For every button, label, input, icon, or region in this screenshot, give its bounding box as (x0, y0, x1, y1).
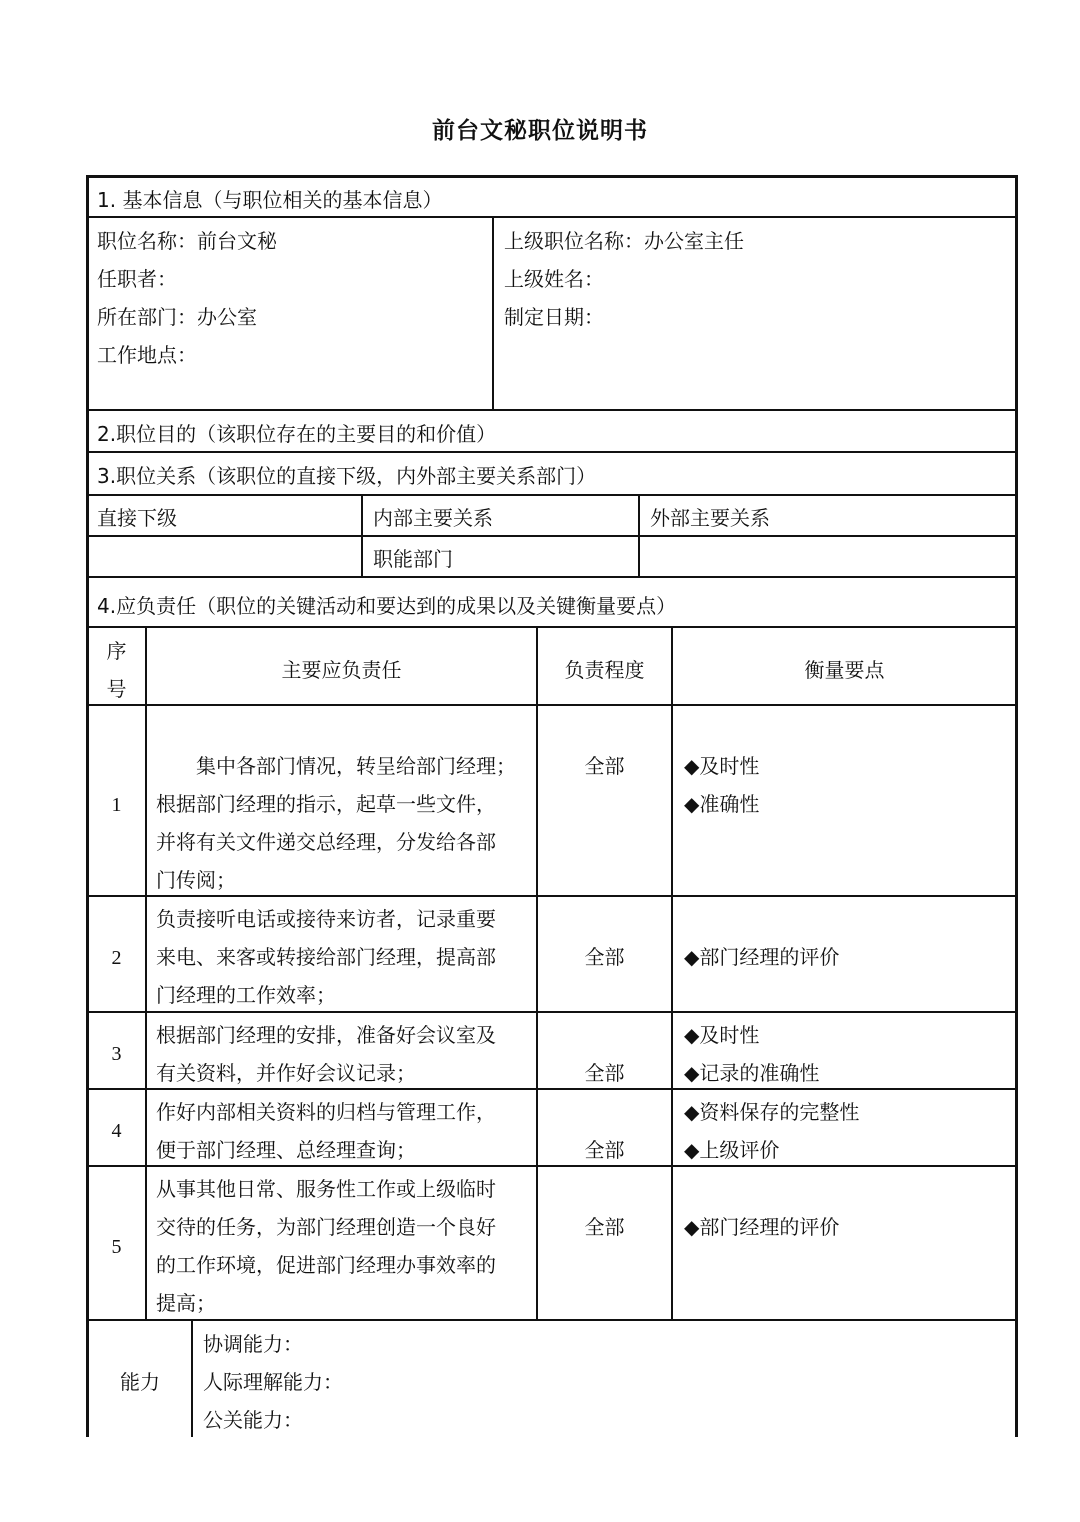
degree-value: 全部 (584, 754, 625, 778)
direct-subordinates-header: 直接下级 (97, 506, 177, 530)
duty-line: 根据部门经理的指示，起草一些文件， (156, 792, 496, 816)
measure-item: ◆及时性 (684, 754, 760, 778)
internal-relations-header: 内部主要关系 (373, 506, 493, 530)
duty-header: 主要应负责任 (281, 658, 402, 682)
duty-line: 作好内部相关资料的归档与管理工作， (156, 1100, 496, 1124)
section1-heading: 1. 基本信息（与职位相关的基本信息） (97, 188, 443, 212)
page-title: 前台文秘职位说明书 (432, 118, 648, 144)
supervisor-name-field: 上级姓名： (504, 267, 604, 291)
coordination-ability-field: 协调能力： (203, 1332, 303, 1356)
row-number: 2 (111, 947, 122, 969)
duty-line: 并将有关文件递交总经理，分发给各部 (156, 830, 496, 854)
section2-heading: 2.职位目的（该职位存在的主要目的和价值） (97, 422, 497, 446)
measure-item: ◆记录的准确性 (684, 1061, 820, 1085)
interpersonal-ability-field: 人际理解能力： (203, 1370, 343, 1394)
section4-heading: 4.应负责任（职位的关键活动和要达到的成果以及关键衡量要点） (97, 594, 677, 618)
ability-label: 能力 (120, 1370, 160, 1394)
job-title-field: 职位名称：前台文秘 (97, 229, 277, 253)
work-location-field: 工作地点： (97, 343, 197, 367)
duty-line: 交待的任务，为部门经理创造一个良好 (156, 1215, 496, 1239)
date-field: 制定日期： (504, 305, 604, 329)
measure-item: ◆及时性 (684, 1023, 760, 1047)
seq-header-line2: 号 (106, 677, 127, 701)
section3-heading: 3.职位关系（该职位的直接下级，内外部主要关系部门） (97, 464, 597, 488)
seq-header-line1: 序 (106, 639, 127, 663)
row-number: 4 (111, 1120, 122, 1142)
duty-line: 负责接听电话或接待来访者，记录重要 (156, 907, 496, 931)
measure-item: ◆准确性 (684, 792, 760, 816)
measure-item: ◆资料保存的完整性 (684, 1100, 860, 1124)
row-number: 5 (111, 1236, 122, 1258)
pr-ability-field: 公关能力： (203, 1408, 303, 1432)
duty-line: 提高； (156, 1291, 216, 1315)
duty-line: 根据部门经理的安排，准备好会议室及 (156, 1023, 496, 1047)
measure-item: ◆部门经理的评价 (684, 945, 840, 969)
row-number: 1 (111, 794, 122, 816)
department-field: 所在部门：办公室 (97, 305, 257, 329)
duty-line: 集中各部门情况，转呈给部门经理； (156, 754, 516, 778)
external-relations-header: 外部主要关系 (650, 506, 770, 530)
degree-header: 负责程度 (564, 658, 645, 682)
internal-relations-value: 职能部门 (373, 547, 453, 571)
degree-value: 全部 (584, 1215, 625, 1239)
duty-line: 门传阅； (156, 868, 236, 892)
measure-item: ◆上级评价 (684, 1138, 780, 1162)
degree-value: 全部 (584, 1138, 625, 1162)
duty-line: 有关资料，并作好会议记录； (156, 1061, 416, 1085)
row-number: 3 (111, 1043, 122, 1065)
duty-line: 门经理的工作效率； (156, 983, 336, 1007)
degree-value: 全部 (584, 945, 625, 969)
measure-header: 衡量要点 (804, 658, 885, 682)
duty-line: 从事其他日常、服务性工作或上级临时 (156, 1177, 496, 1201)
duty-line: 便于部门经理、总经理查询； (156, 1138, 416, 1162)
employee-field: 任职者： (97, 267, 177, 291)
duty-line: 的工作环境，促进部门经理办事效率的 (156, 1253, 496, 1277)
duty-line: 来电、来客或转接给部门经理，提高部 (156, 945, 496, 969)
supervisor-title-field: 上级职位名称：办公室主任 (504, 229, 744, 253)
measure-item: ◆部门经理的评价 (684, 1215, 840, 1239)
degree-value: 全部 (584, 1061, 625, 1085)
